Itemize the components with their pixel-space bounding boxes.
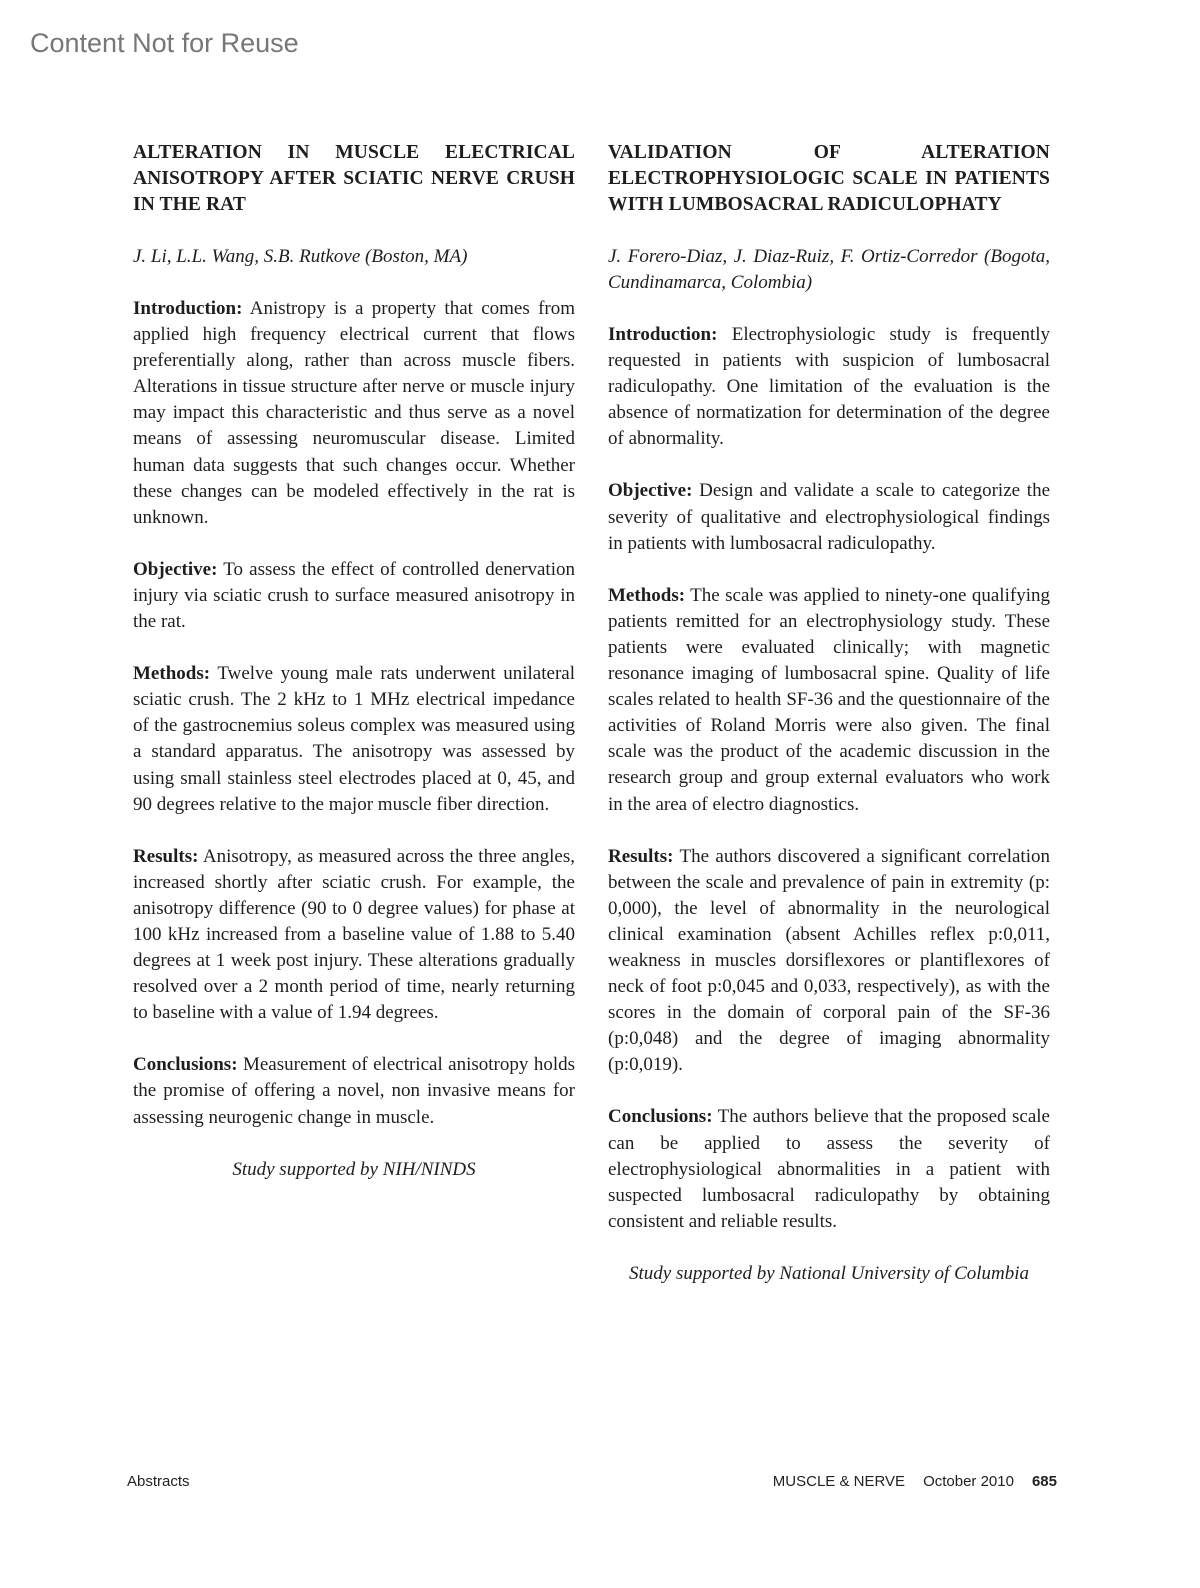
introduction-text: Electrophysiologic study is frequently requested in patients with suspicion of lumbosacral radiculopathy. One limitation of the evaluation is the absence of normatization for determination of the degree of abnormality.	[608, 324, 1050, 450]
conclusions-paragraph	[608, 1104, 1050, 1234]
introduction-paragraph	[608, 322, 1050, 452]
abstract-title: ALTERATION IN MUSCLE ELECTRICAL ANISOTROPY AFTER SCIATIC NERVE CRUSH IN THE RAT	[133, 142, 575, 215]
support-note: Study supported by NIH/NINDS	[232, 1158, 476, 1180]
page-number: 685	[1031, 1473, 1057, 1490]
conclusions-paragraph	[133, 1052, 575, 1130]
watermark: Content Not for Reuse	[30, 28, 299, 58]
introduction-text: Anistropy is a property that comes from applied high frequency electrical current that flows preferentially along, rather than across muscle fibers. Alterations in tissue structure after nerve or muscle injury may impact this characteristic and thus serve as a novel means of assessing neuromuscular disease. Limited human data suggests that such changes occur. Whether these changes can be modeled effectively in the rat is unknown.	[133, 298, 576, 528]
right-abstract	[608, 140, 1050, 1287]
conclusions-text: Measurement of electrical anisotropy holds the promise of offering a novel, non invasive means for assessing neurogenic change in muscle.	[133, 1054, 575, 1128]
methods-text: The scale was applied to ninety-one qualifying patients remitted for an electrophysiology study. These patients were evaluated clinically; with magnetic resonance imaging of lumbosacral spine. Quality of life scales related to health SF-36 and the questionnaire of the activities of Roland Morris were also given. The final scale was the product of the academic discussion in the research group and group external evaluators who work in the area of electro diagnostics.	[608, 584, 1050, 815]
objective-text: To assess the effect of controlled denervation injury via sciatic crush to surface measured anisotropy in the rat.	[133, 558, 575, 633]
abstract-authors: J. Forero-Diaz, J. Diaz-Ruiz, F. Ortiz-Corredor (Bogota, Cundinamarca, Colombia)	[608, 246, 1050, 293]
objective-text: Design and validate a scale to categorize the severity of qualitative and electrophysiological findings in patients with lumbosacral radiculopathy.	[608, 480, 1050, 554]
results-text: Anisotropy, as measured across the three angles, increased shortly after sciatic crush. For example, the anisotropy difference (90 to 0 degree values) for phase at 100 kHz increased from a baseline value of 1.88 to 5.40 degrees at 1 week post injury. These alterations gradually resolved over a 2 month period of time, nearly returning to baseline with a value of 1.94 degrees.	[133, 845, 575, 1024]
methods-heading: Methods:	[608, 584, 686, 606]
results-heading: Results:	[608, 845, 674, 867]
introduction-heading: Introduction:	[608, 324, 718, 345]
conclusions-heading: Conclusions:	[133, 1054, 238, 1076]
results-paragraph	[133, 844, 575, 1027]
objective-paragraph	[133, 557, 575, 635]
introduction-heading: Introduction:	[133, 298, 243, 319]
results-paragraph	[608, 844, 1050, 1079]
objective-paragraph	[608, 478, 1050, 556]
objective-heading: Objective:	[133, 558, 218, 580]
footer-journal-name: MUSCLE & NERVE	[772, 1473, 906, 1490]
conclusions-heading: Conclusions:	[608, 1106, 713, 1128]
methods-text: Twelve young male rats underwent unilateral sciatic crush. The 2 kHz to 1 MHz electrical impedance of the gastrocnemius soleus complex was measured using a standard apparatus. The anisotropy was assessed by using small stainless steel electrodes placed at 0, 45, and 90 degrees relative to the major muscle fiber direction.	[133, 663, 575, 815]
methods-paragraph	[133, 661, 575, 818]
methods-heading: Methods:	[133, 663, 211, 685]
support-note: Study supported by National University of Columbia	[628, 1262, 1030, 1284]
footer-section-label: Abstracts	[127, 1473, 190, 1490]
abstract-title: VALIDATION OF ALTERATION ELECTROPHYSIOLOGIC SCALE IN PATIENTS WITH LUMBOSACRAL RADICULOPHATY	[608, 142, 1050, 215]
methods-paragraph	[608, 583, 1050, 818]
footer-journal-info	[773, 1473, 1057, 1490]
results-heading: Results:	[133, 845, 199, 867]
conclusions-text: The authors believe that the proposed scale can be applied to assess the severity of electrophysiological abnormalities in a patient with suspected lumbosacral radiculopathy by obtaining consistent and reliable results.	[608, 1106, 1050, 1232]
left-abstract	[133, 140, 575, 1183]
footer-date: October 2010	[923, 1473, 1014, 1490]
abstract-authors: J. Li, L.L. Wang, S.B. Rutkove (Boston, MA)	[133, 246, 468, 267]
results-text: The authors discovered a significant correlation between the scale and prevalence of pain in extremity (p: 0,000), the level of abnormality in the neurological clinical examination (absent Achilles reflex p:0,011, weakness in muscles dorsiflexores or plantiflexores of neck of foot p:0,045 and 0,033, respectively), as with the scores in the domain of corporal pain of the SF-36 (p:0,048) and the degree of imaging abnormality (p:0,019).	[608, 845, 1050, 1076]
introduction-paragraph	[133, 296, 575, 531]
objective-heading: Objective:	[608, 480, 693, 502]
